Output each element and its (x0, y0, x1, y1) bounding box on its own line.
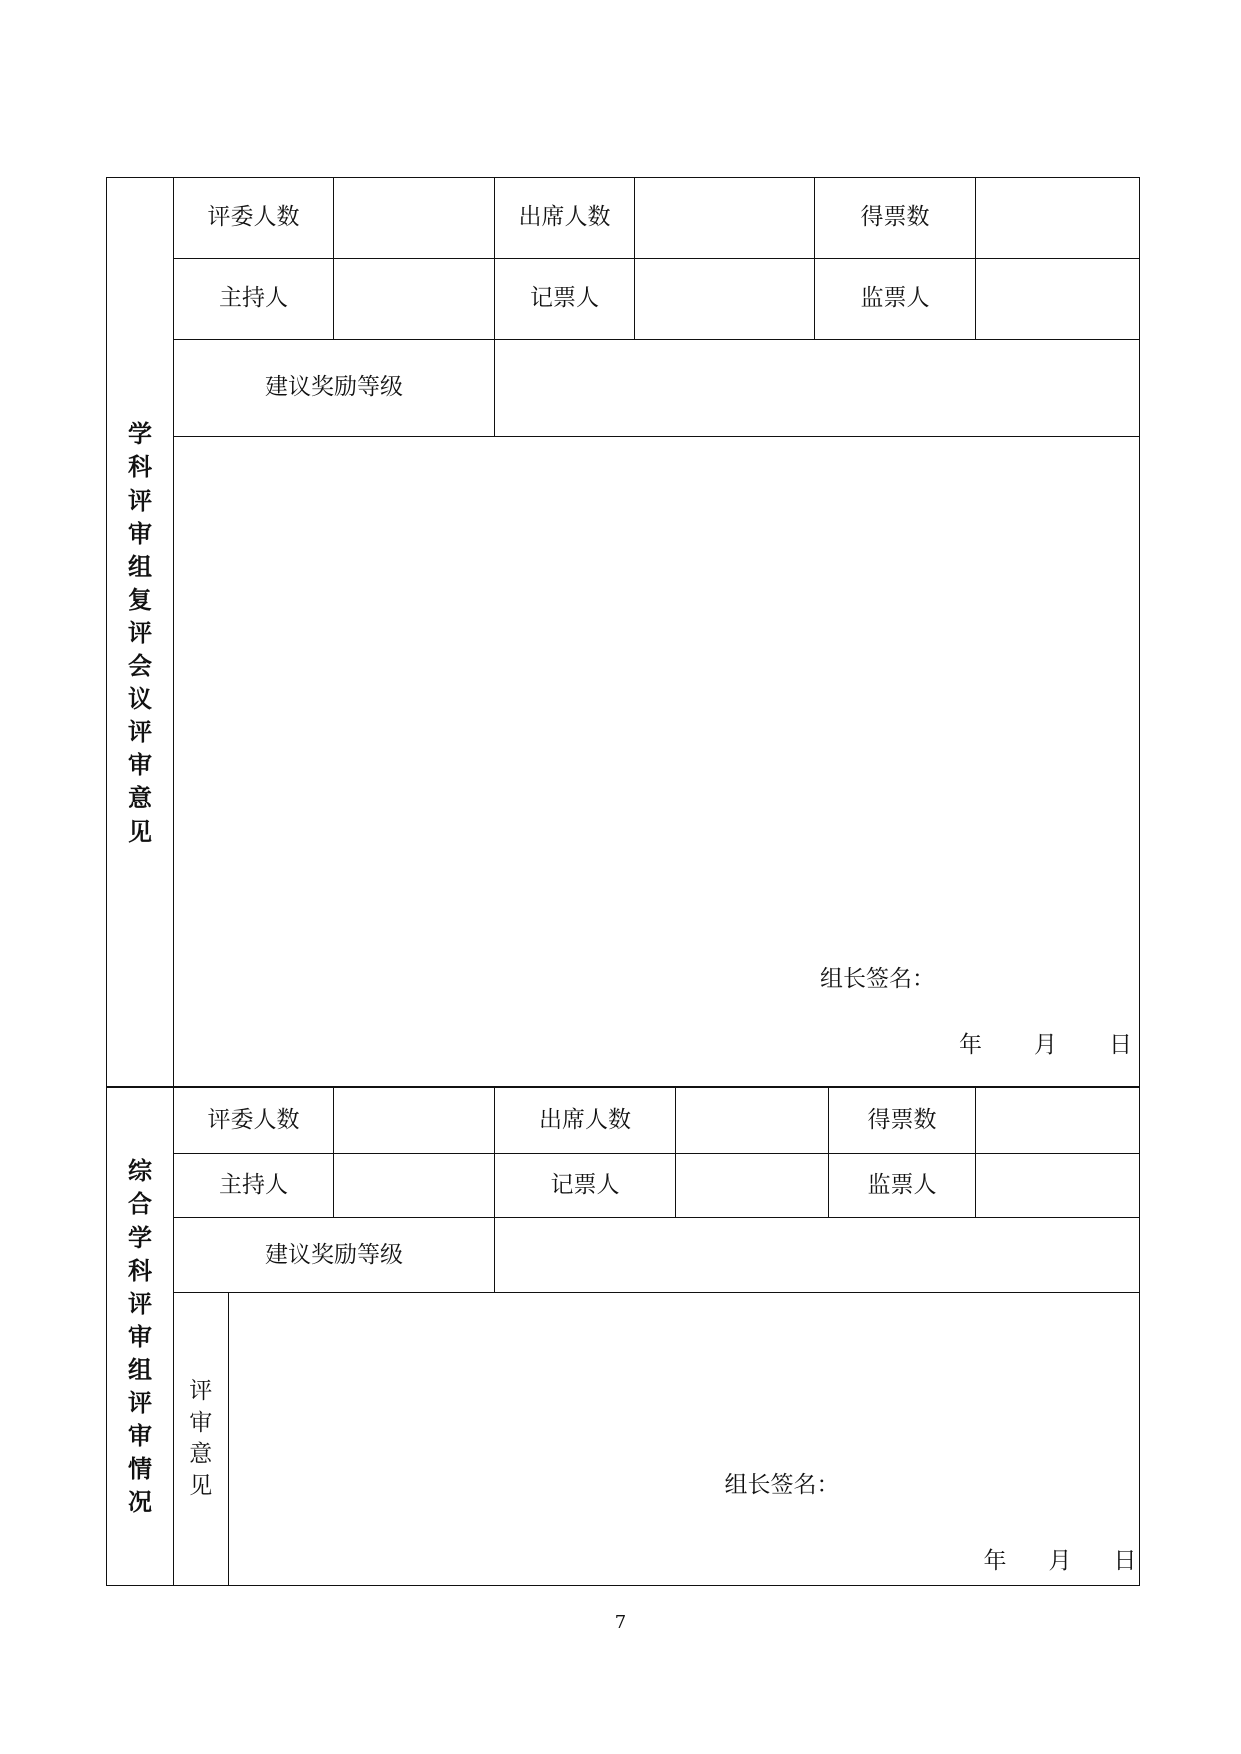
section2-opinion-inner (174, 1293, 1139, 1585)
section2-date-year: 年 (983, 1548, 1007, 1575)
page-number: 7 (614, 1612, 627, 1633)
section1-award-value[interactable] (495, 340, 1140, 437)
section2-opinion-row (174, 1293, 1140, 1586)
section2-judges-count-label: 评委人数 (174, 1087, 334, 1154)
section1-side-title: 学科评审组复评会议评审意见 (107, 178, 174, 1088)
section2-date (984, 1548, 1137, 1576)
section2-opinion-area[interactable] (228, 1293, 1139, 1585)
section2-attendance-value[interactable] (676, 1087, 829, 1154)
section2-attendance-label: 出席人数 (495, 1087, 676, 1154)
section2-award-label: 建议奖励等级 (174, 1218, 495, 1293)
section1-table (106, 177, 1140, 1088)
section2-host-label: 主持人 (174, 1154, 334, 1218)
section1-date-month: 月 (1034, 1032, 1057, 1058)
section2-award-value[interactable] (495, 1218, 1140, 1293)
section1-award-label: 建议奖励等级 (174, 340, 495, 437)
section2-vote-supervisor-label: 监票人 (829, 1154, 976, 1218)
section2-vote-recorder-label: 记票人 (495, 1154, 676, 1218)
section2-date-day: 日 (1113, 1548, 1137, 1575)
section1-votes-value[interactable] (976, 178, 1140, 259)
section2-table (106, 1086, 1140, 1586)
section1-date-day: 日 (1109, 1032, 1132, 1058)
section1-votes-label: 得票数 (815, 178, 976, 259)
section1-signature-label: 组长签名： (820, 966, 935, 992)
review-form (106, 177, 1139, 1586)
section1-vote-recorder-value[interactable] (635, 259, 815, 340)
section2-host-value[interactable] (334, 1154, 495, 1218)
section1-attendance-label: 出席人数 (495, 178, 635, 259)
section1-vote-supervisor-label: 监票人 (815, 259, 976, 340)
section1-host-label: 主持人 (174, 259, 334, 340)
section2-side-title: 综合学科评审组评审情况 (107, 1087, 174, 1586)
section2-opinion-label: 评审意见 (174, 1293, 228, 1585)
section2-votes-value[interactable] (976, 1087, 1140, 1154)
section2-vote-supervisor-value[interactable] (976, 1154, 1140, 1218)
section1-vote-recorder-label: 记票人 (495, 259, 635, 340)
section2-signature-label: 组长签名： (724, 1472, 840, 1499)
section1-date-year: 年 (959, 1032, 982, 1058)
section1-judges-count-label: 评委人数 (174, 178, 334, 259)
section1-opinion-area[interactable] (174, 437, 1140, 1088)
section2-judges-count-value[interactable] (334, 1087, 495, 1154)
section1-attendance-value[interactable] (635, 178, 815, 259)
section2-votes-label: 得票数 (829, 1087, 976, 1154)
section2-date-month: 月 (1048, 1548, 1072, 1575)
section1-host-value[interactable] (334, 259, 495, 340)
section1-date (959, 1032, 1132, 1060)
section1-vote-supervisor-value[interactable] (976, 259, 1140, 340)
section2-vote-recorder-value[interactable] (676, 1154, 829, 1218)
section1-judges-count-value[interactable] (334, 178, 495, 259)
